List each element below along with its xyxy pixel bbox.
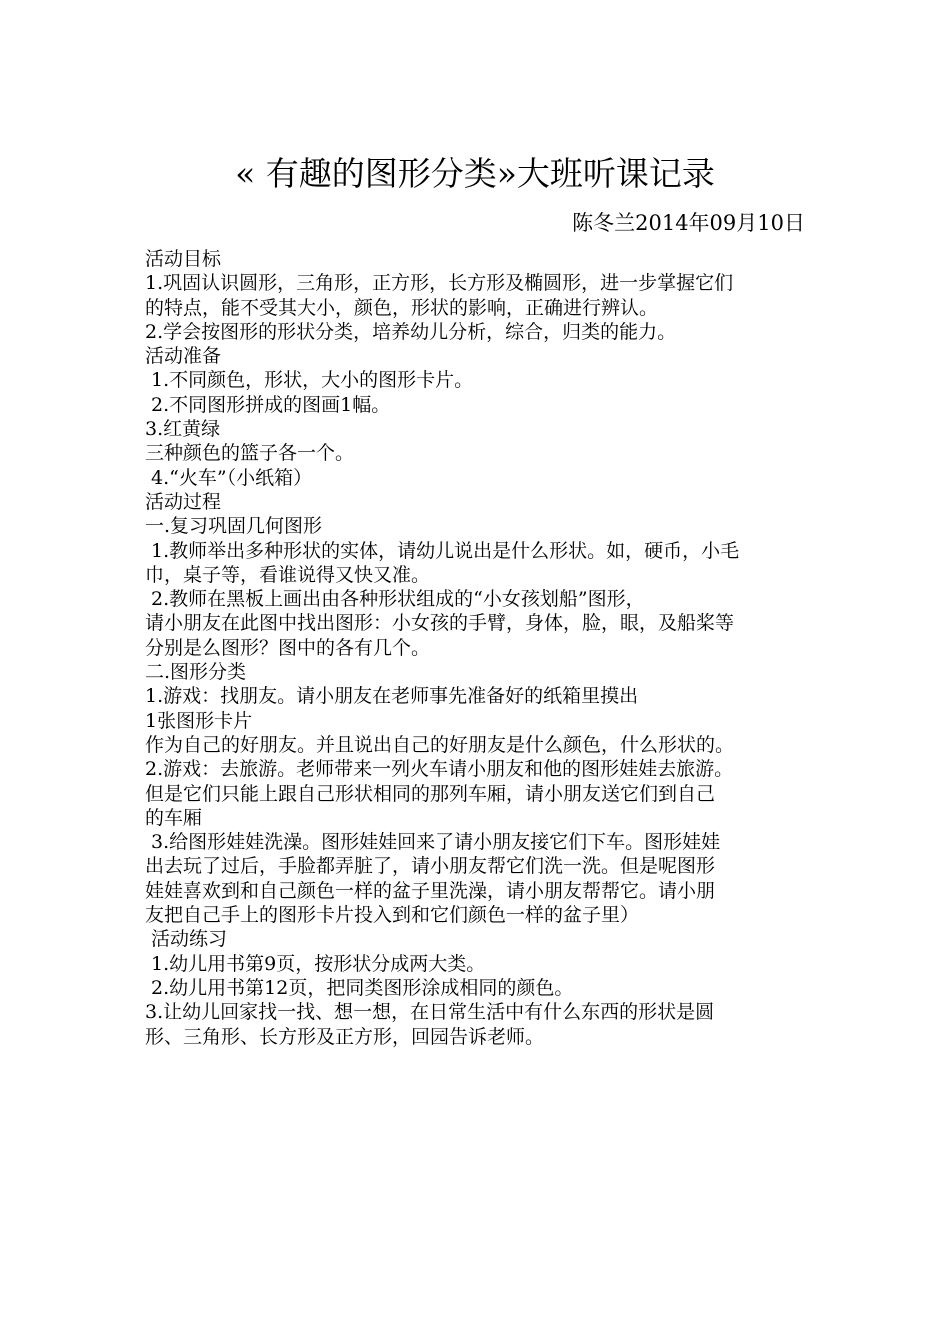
text-line: 巾，桌子等，看谁说得又快又准。 [145,563,431,586]
document-title: « 有趣的图形分类»大班听课记录 [235,154,715,193]
text-line: 三种颜色的篮子各一个。 [145,442,355,465]
document-body [145,247,815,1049]
author-date: 陈冬兰2014年09月10日 [572,211,805,235]
text-line: 1.不同颜色，形状，大小的图形卡片。 [145,369,474,392]
text-line: 分别是么图形？图中的各有几个。 [145,636,431,659]
text-line: 2.不同图形拼成的图画1幅。 [145,393,391,416]
text-line: 的车厢 [145,806,203,829]
text-line: 友把自己手上的图形卡片投入到和它们颜色一样的盆子里） [145,904,640,927]
text-line: 二.图形分类 [145,661,247,684]
text-line: 娃娃喜欢到和自己颜色一样的盆子里洗澡，请小朋友帮帮它。请小朋 [145,879,716,902]
text-line: 2.游戏：去旅游。老师带来一列火车请小朋友和他的图形娃娃去旅游。 [145,758,734,781]
text-line: 出去玩了过后，手脸都弄脏了，请小朋友帮它们洗一洗。但是呢图形 [145,855,716,878]
text-line: 1.巩固认识圆形，三角形，正方形，长方形及椭圆形，进一步掌握它们 [145,272,734,295]
text-line: 一.复习巩固几何图形 [145,515,323,538]
text-line: 的特点，能不受其大小，颜色，形状的影响，正确进行辨认。 [145,296,659,319]
text-line: 活动练习 [145,928,228,951]
text-line: 请小朋友在此图中找出图形：小女孩的手臂，身体，脸，眼，及船桨等 [145,612,735,635]
text-line: 1.教师举出多种形状的实体，请幼儿说出是什么形状。如，硬币，小毛 [145,539,740,562]
text-line: 3.让幼儿回家找一找、想一想，在日常生活中有什么东西的形状是圆 [145,1001,715,1024]
text-line: 1.游戏：找朋友。请小朋友在老师事先准备好的纸箱里摸出 [145,685,639,708]
text-line: 但是它们只能上跟自己形状相同的那列车厢，请小朋友送它们到自己 [145,782,716,805]
text-line: 活动过程 [145,490,222,513]
text-line: 2.幼儿用书第12页，把同类图形涂成相同的颜色。 [145,976,574,999]
text-line: 3.红黄绿 [145,418,221,441]
text-line: 4.“火车”（小纸箱） [145,466,313,489]
text-line: 活动目标 [145,248,222,270]
text-line: 活动准备 [145,345,222,368]
text-line: 3.给图形娃娃洗澡。图形娃娃回来了请小朋友接它们下车。图形娃娃 [145,831,721,854]
text-line: 作为自己的好朋友。并且说出自己的好朋友是什么颜色，什么形状的。 [145,733,735,756]
text-line: 2.学会按图形的形状分类，培养幼儿分析，综合，归类的能力。 [145,320,677,343]
text-line: 1张图形卡片 [145,709,253,732]
text-line: 1.幼儿用书第9页，按形状分成两大类。 [145,952,486,975]
text-line: 形、三角形、长方形及正方形，回园告诉老师。 [145,1025,545,1048]
text-line: 2.教师在黑板上画出由各种形状组成的“小女孩划船”图形， [145,588,645,611]
